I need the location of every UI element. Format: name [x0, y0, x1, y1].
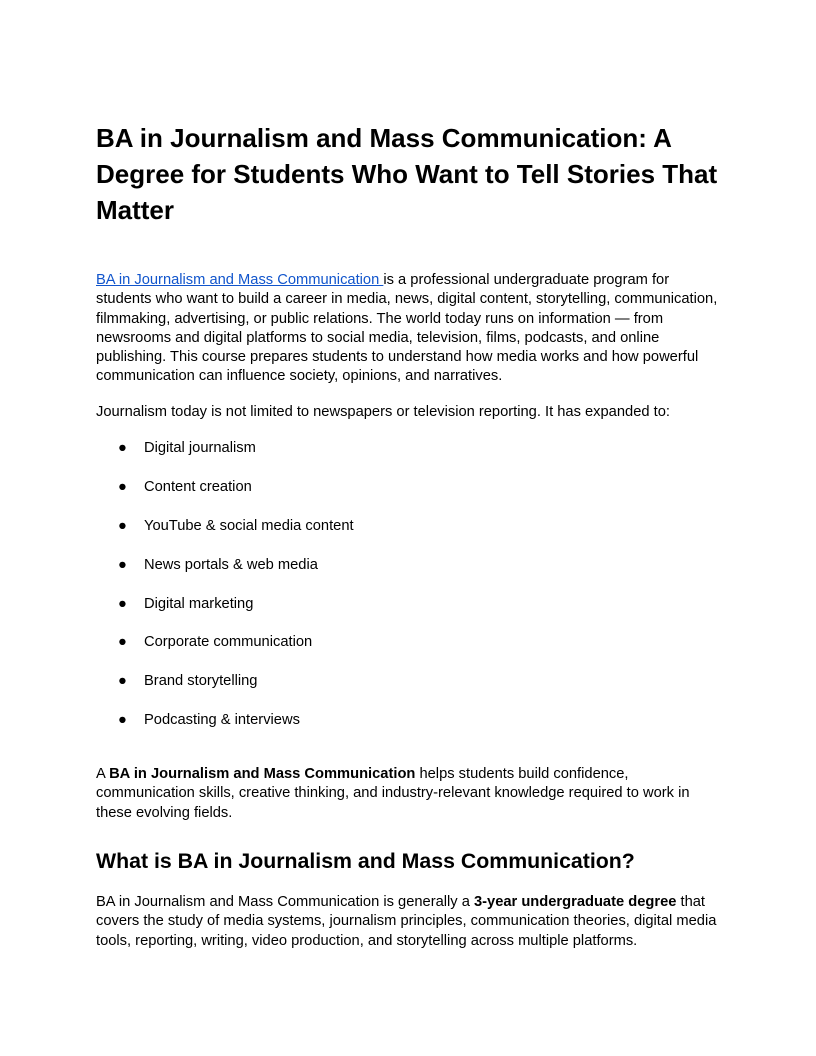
list-item-text: Corporate communication [144, 634, 313, 651]
list-item-text: News portals & web media [144, 556, 318, 573]
summary-paragraph [96, 765, 722, 823]
career-fields-list [96, 439, 722, 750]
list-item-text: Digital marketing [144, 595, 254, 612]
page-title: BA in Journalism and Mass Communication: A Degree for Students Who Want to Tell Stories That Matter [96, 123, 718, 225]
list-item [96, 478, 722, 517]
summary-prefix: A [96, 766, 110, 782]
list-item-text: YouTube & social media content [144, 517, 354, 534]
bullet-icon: ● [118, 556, 127, 573]
section-heading: What is BA in Journalism and Mass Communication? [96, 849, 635, 873]
list-item [96, 672, 722, 711]
bullet-icon: ● [118, 478, 127, 495]
list-item-text: Digital journalism [144, 440, 256, 456]
list-item-text: Brand storytelling [144, 673, 258, 690]
list-item-text: Podcasting & interviews [144, 712, 300, 729]
list-item [96, 517, 722, 556]
list-item [96, 595, 722, 634]
bullet-icon: ● [118, 517, 127, 534]
definition-suffix: that covers the study of media systems, journalism principles, communication theories, digital media tools, reporting, writing, video production, and storytelling across multiple platforms. [96, 894, 717, 949]
summary-bold: BA in Journalism and Mass Communication [109, 766, 416, 782]
list-item [96, 711, 722, 750]
definition-prefix: BA in Journalism and Mass Communication is generally a [96, 894, 474, 910]
bullet-icon: ● [118, 595, 127, 612]
bullet-icon: ● [118, 440, 127, 456]
bullet-icon: ● [118, 712, 127, 729]
bullet-icon: ● [118, 673, 127, 690]
lead-paragraph: Journalism today is not limited to newspapers or television reporting. It has expanded to: [96, 404, 670, 420]
bullet-icon: ● [118, 634, 127, 651]
list-item [96, 439, 722, 478]
intro-paragraph [96, 271, 722, 387]
program-link[interactable]: BA in Journalism and Mass Communication [96, 272, 384, 288]
definition-bold: 3-year undergraduate degree [473, 894, 677, 910]
intro-body: is a professional undergraduate program for students who want to build a career in media, news, digital content, storytelling, communication, filmmaking, advertising, or public relations. The world today runs on information — from newsrooms and digital platforms to social media, television, films, podcasts, and online publishing. This course prepares students to understand how media works and how powerful communication can influence society, opinions, and narratives. [96, 272, 718, 385]
list-item-text: Content creation [144, 478, 252, 495]
list-item [96, 556, 722, 595]
definition-paragraph [96, 893, 722, 951]
list-item [96, 633, 722, 672]
summary-suffix: helps students build confidence, communication skills, creative thinking, and industry-relevant knowledge required to work in these evolving fields. [96, 766, 690, 821]
